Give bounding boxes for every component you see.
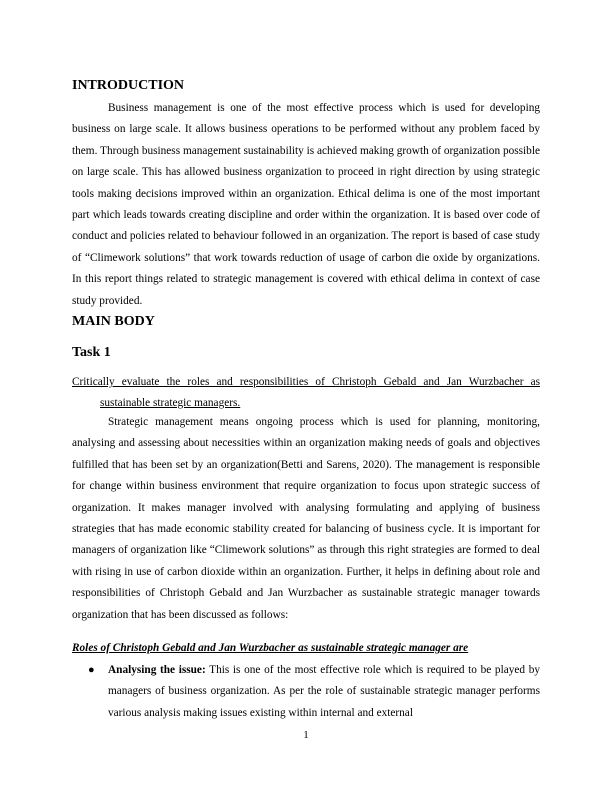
introduction-heading: INTRODUCTION [72,78,185,93]
bullet-title: Analysing the issue: [108,664,206,676]
bullet-analysing-the-issue [72,660,540,724]
main-body-heading: MAIN BODY [72,314,155,329]
page-number: 1 [303,729,309,741]
task-1-heading: Task 1 [72,345,111,360]
roles-heading: Roles of Christoph Gebald and Jan Wurzbacher as sustainable strategic manager are [72,642,469,654]
roles-bullet-list [72,660,540,724]
bullet-text: This is one of the most effective role which is required to be played by managers of business organization. As per the role of sustainable strategic manager performs various analysis making issues existing within internal and external [108,664,540,719]
strategic-management-paragraph: Strategic management means ongoing process which is used for planning, monitoring, analysing and assessing about necessities within an organization making needs of goals and objectives fulfilled that has been set by an organization(Betti and Sarens, 2020). The management is responsible for change within business environment that require organization to focus upon strategic success of organization. It makes manager involved with analysing formulating and applying of business strategies that has made economic stability created for balancing of business cycle. It is important for managers of organization like “Climework solutions” as through this right strategies are formed to deal with rising in use of carbon dioxide within an organization. Further, it helps in defining about role and responsibilities of Christoph Gebald and Jan Wurzbacher as sustainable strategic manager towards organization that has been discussed as follows: [72,416,540,621]
task-question: Critically evaluate the roles and responsibilities of Christoph Gebald and Jan Wurzbacher as sustainable strategic managers. [72,376,540,409]
introduction-paragraph: Business management is one of the most effective process which is used for developing business on large scale. It allows business operations to be performed without any problem faced by them. Through business management sustainability is achieved making growth of organization possible on large scale. This has allowed business organization to proceed in right direction by using strategic tools making decisions improved within an organization. Ethical delima is one of the most important part which leads towards creating discipline and order within the organization. It is based over code of conduct and policies related to behaviour followed in an organization. The report is based of case study of “Climework solutions” that work towards reduction of usage of carbon die oxide by organizations. In this report things related to strategic management is covered with ethical delima in context of case study provided. [72,102,540,307]
bullet-dot-icon: ● [88,664,95,676]
